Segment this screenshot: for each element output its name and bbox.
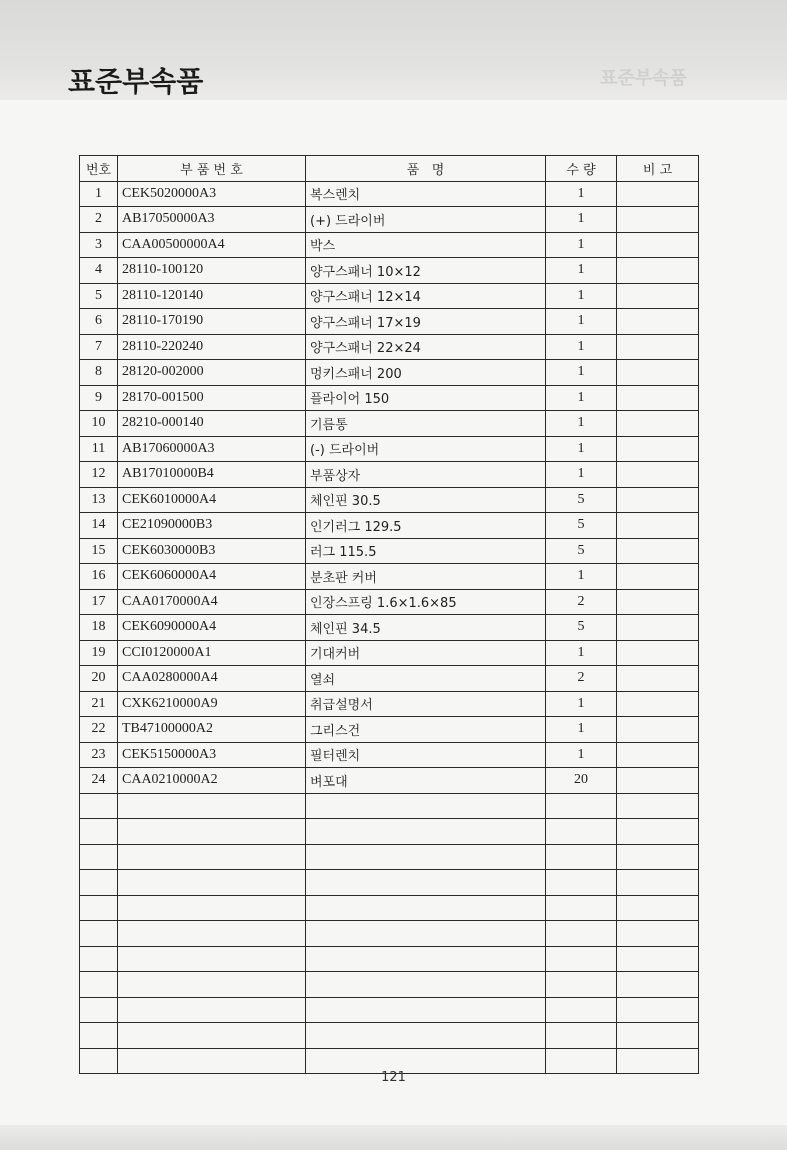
row-part-number	[118, 1023, 306, 1049]
row-number: 17	[80, 589, 118, 615]
row-number: 7	[80, 334, 118, 360]
row-part-name: 양구스패너 10×12	[306, 258, 546, 284]
row-note	[617, 946, 699, 972]
row-note	[617, 691, 699, 717]
row-part-number: 28120-002000	[118, 360, 306, 386]
row-quantity	[546, 793, 617, 819]
table-row	[80, 819, 699, 845]
row-number	[80, 921, 118, 947]
row-part-number: 28110-120140	[118, 283, 306, 309]
row-quantity: 1	[546, 385, 617, 411]
col-number-header: 번호	[80, 156, 118, 182]
row-part-name: 멍키스패너 200	[306, 360, 546, 386]
row-number: 15	[80, 538, 118, 564]
row-part-name: 인장스프링 1.6×1.6×85	[306, 589, 546, 615]
row-part-number: TB47100000A2	[118, 717, 306, 743]
row-note	[617, 462, 699, 488]
row-part-name: 취급설명서	[306, 691, 546, 717]
row-part-name: 벼포대	[306, 768, 546, 794]
table-row	[80, 538, 699, 564]
row-part-number: CAA0210000A2	[118, 768, 306, 794]
row-number: 19	[80, 640, 118, 666]
row-part-name	[306, 921, 546, 947]
table-row	[80, 717, 699, 743]
row-part-number: CAA00500000A4	[118, 232, 306, 258]
table-row	[80, 411, 699, 437]
row-number: 12	[80, 462, 118, 488]
row-part-name	[306, 895, 546, 921]
row-quantity: 1	[546, 309, 617, 335]
row-number	[80, 895, 118, 921]
bottom-band	[0, 1125, 787, 1150]
row-part-name: 박스	[306, 232, 546, 258]
table-header-row	[80, 156, 699, 182]
row-note	[617, 487, 699, 513]
table-row	[80, 921, 699, 947]
row-part-name: 필터렌치	[306, 742, 546, 768]
row-part-number: AB17060000A3	[118, 436, 306, 462]
table-row	[80, 666, 699, 692]
table-row	[80, 997, 699, 1023]
row-note	[617, 411, 699, 437]
row-note	[617, 207, 699, 233]
row-quantity: 1	[546, 691, 617, 717]
row-part-number	[118, 844, 306, 870]
row-note	[617, 972, 699, 998]
table-row	[80, 309, 699, 335]
table-row	[80, 181, 699, 207]
row-note	[617, 232, 699, 258]
table-row	[80, 1023, 699, 1049]
row-quantity: 5	[546, 487, 617, 513]
page-number: 121	[381, 1070, 406, 1085]
row-quantity: 1	[546, 742, 617, 768]
row-quantity: 20	[546, 768, 617, 794]
row-quantity: 2	[546, 666, 617, 692]
row-number: 9	[80, 385, 118, 411]
row-part-name	[306, 844, 546, 870]
row-part-name: 플라이어 150	[306, 385, 546, 411]
row-number: 11	[80, 436, 118, 462]
row-note	[617, 564, 699, 590]
row-quantity: 1	[546, 181, 617, 207]
ghost-title: 표준부속품	[600, 68, 687, 89]
row-number: 3	[80, 232, 118, 258]
row-part-number: CCI0120000A1	[118, 640, 306, 666]
row-part-number	[118, 895, 306, 921]
row-quantity: 5	[546, 513, 617, 539]
row-note	[617, 768, 699, 794]
row-number: 21	[80, 691, 118, 717]
table-row	[80, 870, 699, 896]
row-part-number: CEK6030000B3	[118, 538, 306, 564]
row-part-name	[306, 870, 546, 896]
row-note	[617, 589, 699, 615]
row-part-number	[118, 793, 306, 819]
row-note	[617, 181, 699, 207]
row-part-name	[306, 819, 546, 845]
row-note	[617, 870, 699, 896]
row-note	[617, 513, 699, 539]
table-row	[80, 513, 699, 539]
row-quantity	[546, 997, 617, 1023]
row-quantity	[546, 819, 617, 845]
row-number	[80, 1023, 118, 1049]
row-number: 6	[80, 309, 118, 335]
table-row	[80, 615, 699, 641]
row-note	[617, 538, 699, 564]
row-number: 4	[80, 258, 118, 284]
row-quantity	[546, 1023, 617, 1049]
row-part-number: CEK5020000A3	[118, 181, 306, 207]
col-name-header: 품 명	[306, 156, 546, 182]
row-number	[80, 844, 118, 870]
col-part-number-header: 부 품 번 호	[118, 156, 306, 182]
row-part-number: CAA0170000A4	[118, 589, 306, 615]
row-number	[80, 997, 118, 1023]
row-quantity: 1	[546, 436, 617, 462]
table-row	[80, 436, 699, 462]
row-part-number: AB17010000B4	[118, 462, 306, 488]
row-quantity	[546, 946, 617, 972]
row-part-name	[306, 997, 546, 1023]
row-quantity: 1	[546, 411, 617, 437]
row-part-number: CEK5150000A3	[118, 742, 306, 768]
row-note	[617, 334, 699, 360]
row-part-number: 28210-000140	[118, 411, 306, 437]
row-note	[617, 819, 699, 845]
row-number: 10	[80, 411, 118, 437]
table-row	[80, 462, 699, 488]
row-note	[617, 895, 699, 921]
row-number: 24	[80, 768, 118, 794]
row-part-number: CEK6010000A4	[118, 487, 306, 513]
row-part-number: AB17050000A3	[118, 207, 306, 233]
row-number: 20	[80, 666, 118, 692]
row-note	[617, 921, 699, 947]
row-note	[617, 360, 699, 386]
table-row	[80, 385, 699, 411]
row-part-name: 기대커버	[306, 640, 546, 666]
row-part-name: 양구스패너 12×14	[306, 283, 546, 309]
row-part-number	[118, 997, 306, 1023]
row-part-number: 28170-001500	[118, 385, 306, 411]
table-row	[80, 895, 699, 921]
row-part-name: 부품상자	[306, 462, 546, 488]
row-quantity: 2	[546, 589, 617, 615]
page-title: 표준부속품	[68, 65, 204, 98]
row-part-number: CXK6210000A9	[118, 691, 306, 717]
row-part-name	[306, 1023, 546, 1049]
row-part-number	[118, 870, 306, 896]
row-part-name: 러그 115.5	[306, 538, 546, 564]
row-quantity	[546, 972, 617, 998]
row-quantity: 1	[546, 207, 617, 233]
row-number: 23	[80, 742, 118, 768]
table-row	[80, 232, 699, 258]
row-number: 16	[80, 564, 118, 590]
row-number: 18	[80, 615, 118, 641]
col-note-header: 비 고	[617, 156, 699, 182]
row-quantity	[546, 844, 617, 870]
row-quantity	[546, 895, 617, 921]
table-row	[80, 360, 699, 386]
row-number: 1	[80, 181, 118, 207]
table-row	[80, 742, 699, 768]
table-row	[80, 258, 699, 284]
row-note	[617, 283, 699, 309]
row-part-number: 28110-100120	[118, 258, 306, 284]
row-number	[80, 972, 118, 998]
table-row	[80, 946, 699, 972]
row-quantity: 1	[546, 462, 617, 488]
row-part-name: 인기러그 129.5	[306, 513, 546, 539]
row-quantity: 5	[546, 538, 617, 564]
row-part-number	[118, 972, 306, 998]
parts-table	[79, 155, 699, 1074]
row-part-number: 28110-170190	[118, 309, 306, 335]
row-part-name: 양구스패너 22×24	[306, 334, 546, 360]
table-body	[80, 181, 699, 1074]
row-quantity	[546, 921, 617, 947]
row-part-name: 분초판 커버	[306, 564, 546, 590]
row-part-name	[306, 972, 546, 998]
row-number: 5	[80, 283, 118, 309]
row-quantity: 5	[546, 615, 617, 641]
table-row	[80, 844, 699, 870]
row-number: 8	[80, 360, 118, 386]
row-note	[617, 844, 699, 870]
row-quantity	[546, 870, 617, 896]
row-part-number: 28110-220240	[118, 334, 306, 360]
table-row	[80, 564, 699, 590]
table-row	[80, 972, 699, 998]
row-part-name: 열쇠	[306, 666, 546, 692]
table-row	[80, 589, 699, 615]
row-note	[617, 640, 699, 666]
row-quantity: 1	[546, 717, 617, 743]
row-number: 13	[80, 487, 118, 513]
table-row	[80, 793, 699, 819]
table-row	[80, 768, 699, 794]
table-row	[80, 207, 699, 233]
row-note	[617, 309, 699, 335]
row-note	[617, 742, 699, 768]
row-part-name: (+) 드라이버	[306, 207, 546, 233]
row-note	[617, 997, 699, 1023]
row-number: 2	[80, 207, 118, 233]
row-part-number: CE21090000B3	[118, 513, 306, 539]
row-note	[617, 666, 699, 692]
row-number	[80, 819, 118, 845]
row-quantity: 1	[546, 640, 617, 666]
table-row	[80, 640, 699, 666]
row-quantity: 1	[546, 360, 617, 386]
row-part-name: 그리스건	[306, 717, 546, 743]
row-quantity: 1	[546, 258, 617, 284]
row-part-name: 양구스패너 17×19	[306, 309, 546, 335]
row-quantity: 1	[546, 283, 617, 309]
row-part-name	[306, 946, 546, 972]
row-note	[617, 615, 699, 641]
row-note	[617, 436, 699, 462]
row-quantity: 1	[546, 334, 617, 360]
table-row	[80, 691, 699, 717]
row-number	[80, 946, 118, 972]
row-note	[617, 1023, 699, 1049]
row-note	[617, 717, 699, 743]
row-number	[80, 793, 118, 819]
row-part-name	[306, 793, 546, 819]
table-row	[80, 334, 699, 360]
row-number: 22	[80, 717, 118, 743]
row-quantity: 1	[546, 564, 617, 590]
row-part-name: (-) 드라이버	[306, 436, 546, 462]
row-part-number	[118, 819, 306, 845]
row-note	[617, 793, 699, 819]
row-part-name: 복스렌치	[306, 181, 546, 207]
row-number	[80, 870, 118, 896]
row-part-number: CEK6060000A4	[118, 564, 306, 590]
row-part-name: 체인핀 30.5	[306, 487, 546, 513]
row-part-number	[118, 921, 306, 947]
row-part-number	[118, 946, 306, 972]
row-quantity: 1	[546, 232, 617, 258]
row-part-name: 체인핀 34.5	[306, 615, 546, 641]
row-note	[617, 258, 699, 284]
col-quantity-header: 수 량	[546, 156, 617, 182]
row-number: 14	[80, 513, 118, 539]
row-part-number: CEK6090000A4	[118, 615, 306, 641]
table-row	[80, 487, 699, 513]
table-row	[80, 283, 699, 309]
row-note	[617, 385, 699, 411]
row-part-name: 기름통	[306, 411, 546, 437]
row-part-number: CAA0280000A4	[118, 666, 306, 692]
